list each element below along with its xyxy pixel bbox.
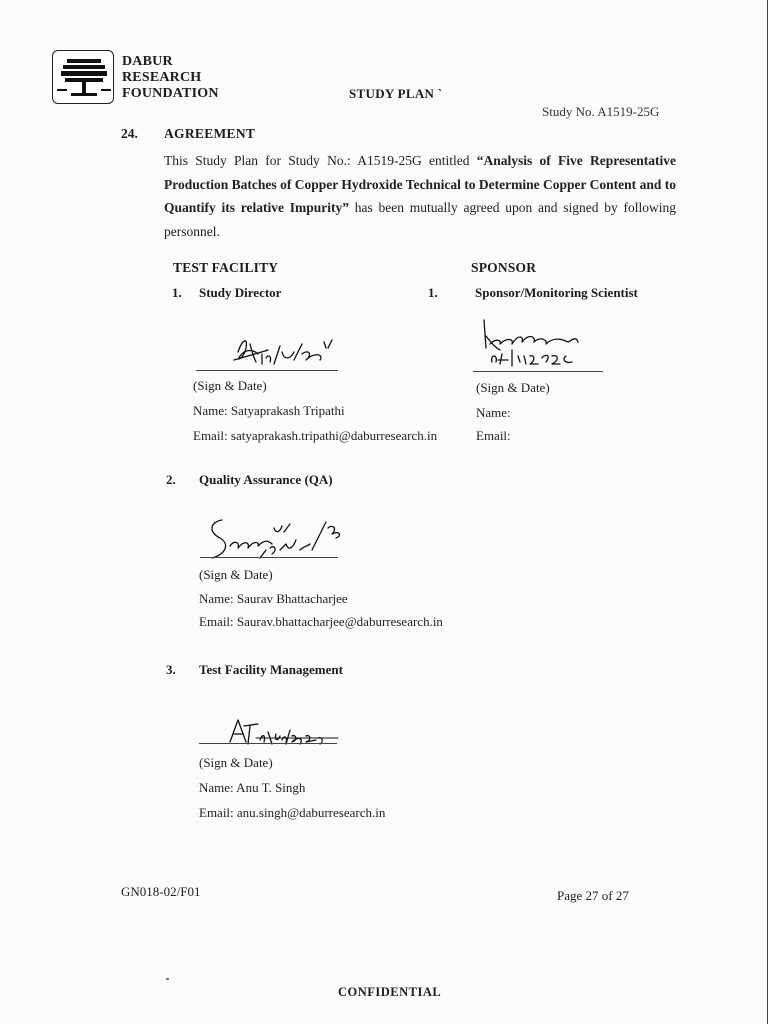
qa-sign-date: (Sign & Date): [199, 567, 273, 582]
qa-number: 2.: [166, 472, 176, 487]
sponsor-item-number: 1.: [428, 285, 438, 300]
agreement-paragraph: [164, 149, 676, 243]
sponsor-item-title: Sponsor/Monitoring Scientist: [475, 285, 638, 300]
qa-title: Quality Assurance (QA): [199, 472, 333, 487]
document-code: GN018-02/F01: [121, 884, 201, 899]
study-director-email: Email: satyaprakash.tripathi@daburresearch.in: [193, 428, 438, 443]
study-director-signature: [228, 330, 358, 374]
qa-signature: [200, 510, 350, 568]
org-line-1: DABUR: [122, 54, 173, 69]
section-number: 24.: [121, 126, 138, 141]
study-number: Study No. A1519-25G: [542, 104, 660, 119]
tfm-title: Test Facility Management: [199, 662, 343, 677]
tfm-number: 3.: [166, 662, 176, 677]
paragraph-study-title: “Analysis of Five Representative Production Batches of Copper Hydroxide Technical to Determine Copper Content and to Quantify its relative Impurity”: [164, 153, 677, 215]
confidential-label: CONFIDENTIAL: [338, 985, 442, 999]
study-director-sign-date: (Sign & Date): [193, 378, 267, 393]
tree-logo-icon: [52, 50, 114, 104]
page-number: Page 27 of 27: [557, 888, 629, 903]
section-title: AGREEMENT: [164, 126, 256, 141]
tfm-sign-date: (Sign & Date): [199, 755, 273, 770]
tfm-email: Email: anu.singh@daburresearch.in: [199, 805, 386, 820]
study-director-name: Name: Satyaprakash Tripathi: [193, 403, 345, 418]
test-facility-heading: TEST FACILITY: [173, 260, 279, 275]
sponsor-signature: [478, 314, 598, 366]
paragraph-end: has been mutually agreed upon and signed by following personnel.: [164, 200, 676, 239]
scan-artifact: [166, 978, 169, 980]
org-line-3: FOUNDATION: [122, 86, 219, 101]
qa-name: Name: Saurav Bhattacharjee: [199, 591, 348, 606]
tfm-sign-line: [199, 743, 337, 744]
study-director-number: 1.: [172, 285, 182, 300]
sponsor-heading: SPONSOR: [471, 260, 537, 275]
tfm-name: Name: Anu T. Singh: [199, 780, 306, 795]
qa-email: Email: Saurav.bhattacharjee@daburresearch.in: [199, 614, 443, 629]
sponsor-sign-line: [473, 371, 603, 372]
sponsor-name: Name:: [476, 405, 511, 420]
study-director-title: Study Director: [199, 285, 282, 300]
org-line-2: RESEARCH: [122, 70, 202, 85]
qa-sign-line: [200, 557, 338, 558]
document-title: STUDY PLAN `: [349, 86, 443, 101]
sponsor-email: Email:: [476, 428, 511, 443]
study-director-sign-line: [196, 370, 338, 371]
paragraph-intro: This Study Plan for Study No.: A1519-25G entitled: [164, 153, 477, 168]
organization-name: [122, 54, 219, 102]
sponsor-sign-date: (Sign & Date): [476, 380, 550, 395]
